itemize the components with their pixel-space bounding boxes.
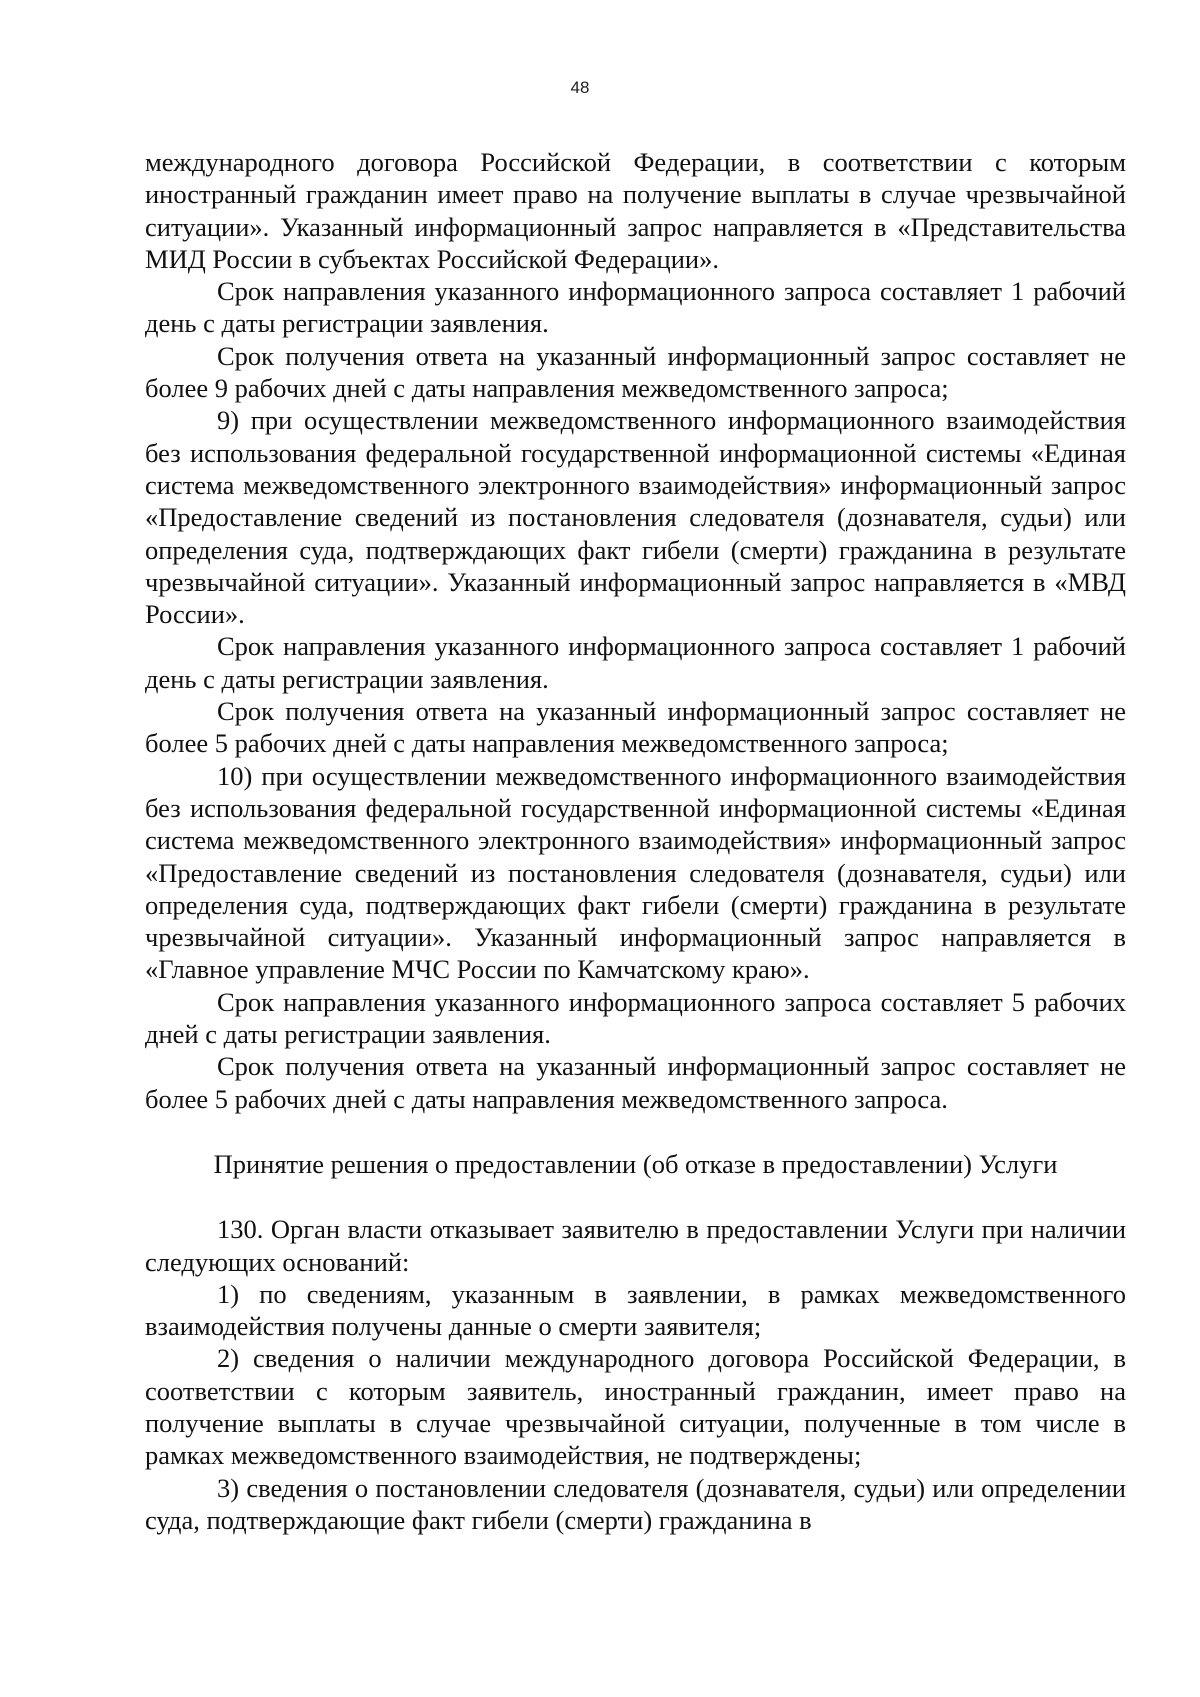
paragraph: Срок получения ответа на указанный информационный запрос составляет не более 5 рабочих дней с даты направления межведомственного запроса. [145,1051,1126,1114]
paragraph: Срок получения ответа на указанный информационный запрос составляет не более 5 рабочих дней с даты направления межведомственного запроса; [145,696,1126,759]
list-item-3: 3) сведения о постановлении следователя (дознавателя, судьи) или определении суда, подтверждающие факт гибели (смерти) гражданина в [145,1472,1126,1535]
paragraph: Срок направления указанного информационного запроса составляет 1 рабочий день с даты регистрации заявления. [145,276,1126,339]
paragraph: Срок направления указанного информационного запроса составляет 5 рабочих дней с даты регистрации заявления. [145,986,1126,1050]
section-heading-wrapper [145,1115,1126,1213]
clause-130: 130. Орган власти отказывает заявителю в предоставлении Услуги при наличии следующих оснований: [145,1214,1126,1277]
section-heading: Принятие решения о предоставлении (об отказе в предоставлении) Услуги [213,1148,1058,1179]
list-item-10: 10) при осуществлении межведомственного информационного взаимодействия без использования федеральной государственной информационной системы «Единая система межведомственного электронного взаимодействия» информационный запрос «Предоставление сведений из постановления следователя (дознавателя, судьи) или определения суда, подтверждающих факт гибели (смерти) гражданина в результате чрезвычайной ситуации». Указанный информационный запрос направляется в «Главное управление МЧС России по Камчатскому краю». [145,760,1126,985]
paragraph: Срок получения ответа на указанный информационный запрос составляет не более 9 рабочих дней с даты направления межведомственного запроса; [145,340,1126,404]
document-body [145,146,1126,1536]
paragraph: Срок направления указанного информационного запроса составляет 1 рабочий день с даты регистрации заявления. [145,631,1126,694]
paragraph: международного договора Российской Федерации, в соответствии с которым иностранный гражданин имеет право на получение выплаты в случае чрезвычайной ситуации». Указанный информационный запрос направляется в «Представительства МИД России в субъектах Российской Федерации». [145,147,1126,274]
list-item-9: 9) при осуществлении межведомственного информационного взаимодействия без использования федеральной государственной информационной системы «Единая система межведомственного электронного взаимодействия» информационный запрос «Предоставление сведений из постановления следователя (дознавателя, судьи) или определения суда, подтверждающих факт гибели (смерти) гражданина в результате чрезвычайной ситуации». Указанный информационный запрос направляется в «МВД России». [145,405,1126,630]
page-number: 48 [570,78,590,97]
list-item-1: 1) по сведениям, указанным в заявлении, в рамках межведомственного взаимодействия получены данные о смерти заявителя; [145,1278,1126,1342]
list-item-2: 2) сведения о наличии международного договора Российской Федерации, в соответствии с которым заявитель, иностранный гражданин, имеет право на получение выплаты в случае чрезвычайной ситуации, полученные в том числе в рамках межведомственного взаимодействия, не подтверждены; [145,1343,1126,1471]
